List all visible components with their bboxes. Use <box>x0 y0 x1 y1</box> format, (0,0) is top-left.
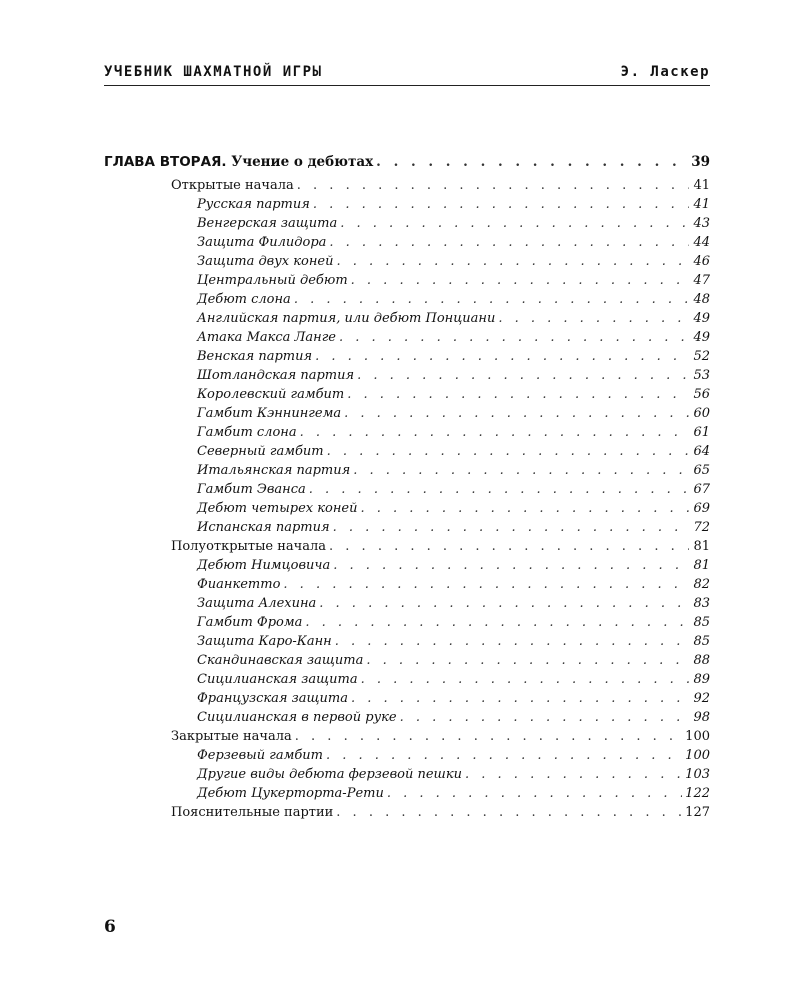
subsection-entry <box>104 748 710 767</box>
leader-dots <box>387 786 682 801</box>
subsection-entry-title: Шотландская партия <box>197 368 355 383</box>
subsection-entry-page: 53 <box>693 368 710 383</box>
subsection-entry-page: 46 <box>693 254 710 269</box>
subsection-entry-page: 72 <box>693 520 710 535</box>
leader-dots <box>305 615 689 630</box>
section-entry-title: Пояснительные партии <box>171 805 334 820</box>
subsection-entry-page: 65 <box>693 463 710 478</box>
subsection-entry-page: 52 <box>693 349 710 364</box>
subsection-entry <box>104 577 710 596</box>
subsection-entry-title: Дебют Нимцовича <box>197 558 331 573</box>
subsection-entry <box>104 444 710 463</box>
book-title: УЧЕБНИК ШАХМАТНОЙ ИГРЫ <box>104 64 323 80</box>
subsection-entry <box>104 311 710 330</box>
section-entry-title: Закрытые начала <box>171 729 292 744</box>
leader-dots <box>297 178 689 193</box>
subsection-entry-title: Защита Алехина <box>197 596 317 611</box>
subsection-entry-title: Защита Каро-Канн <box>197 634 332 649</box>
subsection-entry <box>104 558 710 577</box>
subsection-entry <box>104 482 710 501</box>
leader-dots <box>295 729 682 744</box>
subsection-entry <box>104 463 710 482</box>
subsection-entry <box>104 615 710 634</box>
subsection-entry-page: 43 <box>693 216 710 231</box>
subsection-entry-title: Дебют Цукерторта-Рети <box>197 786 384 801</box>
subsection-entry-page: 67 <box>693 482 710 497</box>
subsection-entry-page: 88 <box>693 653 710 668</box>
subsection-entry-page: 41 <box>693 197 710 212</box>
subsection-entry-title: Французская защита <box>197 691 348 706</box>
header-rule <box>104 85 710 86</box>
leader-dots <box>327 444 689 459</box>
subsection-entry-page: 82 <box>693 577 710 592</box>
subsection-entry <box>104 596 710 615</box>
section-entry-page: 81 <box>693 539 710 554</box>
subsection-entry <box>104 387 710 406</box>
subsection-entry <box>104 653 710 672</box>
subsection-entry-page: 64 <box>693 444 710 459</box>
leader-dots <box>339 330 689 345</box>
chapter-page: 39 <box>691 154 710 170</box>
subsection-entry-title: Испанская партия <box>197 520 330 535</box>
table-of-contents <box>104 154 710 824</box>
subsection-entry-page: 85 <box>693 615 710 630</box>
leader-dots <box>315 349 689 364</box>
leader-dots <box>400 710 689 725</box>
section-entry <box>104 178 710 197</box>
subsection-entry-title: Сицилианская защита <box>197 672 358 687</box>
subsection-entry-title: Гамбит Эванса <box>197 482 306 497</box>
subsection-entry <box>104 710 710 729</box>
subsection-entry <box>104 292 710 311</box>
subsection-entry-title: Венгерская защита <box>197 216 338 231</box>
subsection-entry-title: Венская партия <box>197 349 313 364</box>
subsection-entry <box>104 691 710 710</box>
subsection-entry-title: Другие виды дебюта ферзевой пешки <box>197 767 463 782</box>
subsection-entry <box>104 216 710 235</box>
subsection-entry-title: Фианкетто <box>197 577 281 592</box>
leader-dots <box>344 406 689 421</box>
subsection-entry <box>104 501 710 520</box>
subsection-entry-title: Дебют четырех коней <box>197 501 358 516</box>
leader-dots <box>357 368 689 383</box>
subsection-entry-title: Ферзевый гамбит <box>197 748 323 763</box>
subsection-entry-title: Скандинавская защита <box>197 653 364 668</box>
subsection-entry <box>104 273 710 292</box>
subsection-entry <box>104 520 710 539</box>
section-entry <box>104 729 710 748</box>
subsection-entry <box>104 330 710 349</box>
leader-dots <box>326 748 682 763</box>
subsection-entry-page: 92 <box>693 691 710 706</box>
leader-dots <box>366 653 689 668</box>
subsection-entry-page: 61 <box>693 425 710 440</box>
subsection-entry-page: 48 <box>693 292 710 307</box>
subsection-entry <box>104 235 710 254</box>
leader-dots <box>319 596 689 611</box>
subsection-entry <box>104 254 710 273</box>
subsection-entry-title: Северный гамбит <box>197 444 324 459</box>
chapter-label <box>104 154 373 170</box>
subsection-entry-title: Гамбит слона <box>197 425 297 440</box>
section-entry-page: 100 <box>685 729 710 744</box>
leader-dots <box>294 292 689 307</box>
leader-dots <box>283 577 689 592</box>
leader-dots <box>347 387 689 402</box>
subsection-entry-title: Защита двух коней <box>197 254 334 269</box>
leader-dots <box>333 520 689 535</box>
page-number: 6 <box>104 917 116 937</box>
subsection-entry-page: 69 <box>693 501 710 516</box>
leader-dots <box>336 254 689 269</box>
leader-dots <box>329 235 689 250</box>
subsection-entry-title: Русская партия <box>197 197 310 212</box>
subsection-entry-title: Сицилианская в первой руке <box>197 710 397 725</box>
leader-dots <box>361 672 689 687</box>
subsection-entry-page: 44 <box>693 235 710 250</box>
subsection-entry-page: 47 <box>693 273 710 288</box>
subsection-entry-page: 56 <box>693 387 710 402</box>
subsection-entry-title: Центральный дебют <box>197 273 348 288</box>
section-entry-page: 127 <box>685 805 710 820</box>
subsection-entry-page: 100 <box>685 748 710 763</box>
subsection-entry-page: 122 <box>685 786 710 801</box>
subsection-entry <box>104 406 710 425</box>
subsection-entry <box>104 368 710 387</box>
leader-dots <box>340 216 689 231</box>
subsection-entry-title: Гамбит Фрома <box>197 615 303 630</box>
leader-dots <box>361 501 690 516</box>
section-entry-title: Открытые начала <box>171 178 294 193</box>
subsection-entry <box>104 786 710 805</box>
section-entry <box>104 805 710 824</box>
subsection-entry-title: Английская партия, или дебют Понциани <box>197 311 496 326</box>
chapter-title: Учение о дебютах <box>231 154 374 170</box>
leader-dots <box>336 805 682 820</box>
leader-dots <box>376 154 688 170</box>
subsection-entry-title: Дебют слона <box>197 292 291 307</box>
subsection-entry-title: Защита Филидора <box>197 235 327 250</box>
section-entry-page: 41 <box>693 178 710 193</box>
subsection-entry <box>104 349 710 368</box>
subsection-entry-page: 49 <box>693 311 710 326</box>
chapter-entry <box>104 154 710 173</box>
subsection-entry-title: Гамбит Кэннингема <box>197 406 342 421</box>
subsection-entry-page: 98 <box>693 710 710 725</box>
subsection-entry-page: 89 <box>693 672 710 687</box>
subsection-entry <box>104 425 710 444</box>
subsection-entry-page: 60 <box>693 406 710 421</box>
leader-dots <box>351 273 689 288</box>
subsection-entry-title: Атака Макса Ланге <box>197 330 336 345</box>
subsection-entry <box>104 672 710 691</box>
subsection-entry <box>104 767 710 786</box>
subsection-entry-page: 81 <box>693 558 710 573</box>
leader-dots <box>333 558 689 573</box>
leader-dots <box>329 539 689 554</box>
running-head <box>104 64 710 80</box>
chapter-heading: ГЛАВА ВТОРАЯ. <box>104 154 227 170</box>
leader-dots <box>465 767 682 782</box>
leader-dots <box>353 463 689 478</box>
author-name: Э. Ласкер <box>620 64 710 80</box>
subsection-entry-page: 103 <box>685 767 710 782</box>
leader-dots <box>300 425 689 440</box>
leader-dots <box>335 634 689 649</box>
subsection-entry <box>104 634 710 653</box>
section-entry-title: Полуоткрытые начала <box>171 539 327 554</box>
subsection-entry-page: 83 <box>693 596 710 611</box>
subsection-entry <box>104 197 710 216</box>
subsection-entry-title: Итальянская партия <box>197 463 351 478</box>
subsection-entry-page: 85 <box>693 634 710 649</box>
leader-dots <box>351 691 689 706</box>
subsection-entry-title: Королевский гамбит <box>197 387 345 402</box>
leader-dots <box>309 482 689 497</box>
leader-dots <box>498 311 689 326</box>
section-entry <box>104 539 710 558</box>
subsection-entry-page: 49 <box>693 330 710 345</box>
leader-dots <box>313 197 689 212</box>
